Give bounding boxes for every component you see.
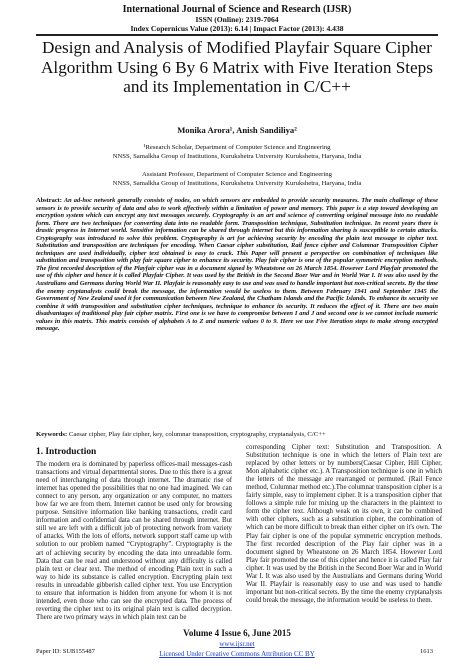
affiliation-2-line1: Assistant Professor, Department of Computer Science and Engineering [142,171,332,178]
authors: Monika Arora¹, Anish Sandiliya² [177,125,297,135]
journal-issn: ISSN (Online): 2319-7064 [195,15,279,24]
header-rule [36,34,438,36]
keywords-text: Caesar cipher, Play fair cipher, key, columnar transposition, cryptography, cryptanalysis, C/C++ [68,431,326,438]
footer-url-link[interactable]: www.ijsr.net [219,640,255,648]
affiliation-1 [0,143,474,161]
footer-license-link[interactable]: Licensed Under Creative Commons Attribution CC BY [159,650,315,658]
journal-metrics: Index Copernicus Value (2013): 6.14 | Impact Factor (2013): 4.438 [130,24,344,33]
journal-name: International Journal of Science and Research (IJSR) [122,4,352,15]
body-column-right: corresponding Cipher text: Substitution and Transposition. A Substitution technique is one in which the letters of Plain text are replaced by other letters or by numbers(Caesar Cipher, Hill Cipher, Mon alphabetic cipher etc.). A Transposition technique is one in which the letters of the message are rearranged or permuted. (Rail Fence method, Columnar method etc.).The columnar transposition cipher is a fairly simple, easy to implement cipher. It is a transposition cipher that follows a simple rule for mixing up the characters in the plaintext to form the cipher text. Although weak on its own, it can be combined with other ciphers, such as a substitution cipher, the combination of which can be more difficult to break than either cipher on it's own. The Play fair cipher is one of the popular symmetric encryption methods. The first recorded description of the Play fair cipher was in a document signed by Wheatstone on 26 March 1854. However Lord Play fair promoted the use of this cipher and hence it is called Play fair cipher. It was used by the British in the Second Boer War and in World War I. It was also used by the Australians and Germans during World War II. Playfair is reasonably easy to use and was used to handle important but non-critical secrets. By the time the enemy cryptanalysts could break the message, the information would be useless to them. [246,444,442,604]
paper-title: Design and Analysis of Modified Playfair Square Cipher Algorithm Using 6 By 6 Matrix with Five Iteration Steps and its Implementation in C/C++ [41,38,433,96]
section-heading-introduction: 1. Introduction [36,447,97,457]
affiliation-1-line2: NNSS, Samalkha Group of Institutions, Kurukshetra University Kurukshetra, Haryana, India [112,153,362,160]
affiliation-2-line2: NNSS, Samalkha Group of Institutions, Kurukshetra University Kurukshetra, Haryana, India [112,180,362,187]
abstract-text: An ad-hoc network generally consists of nodes, on which sensors are embedded to provide security measures. The main challenge of these sensors is to provide security of data and also to work effectively within a limitation of power and memory. This paper is a step toward developing an encryption system which can encrypt any text messages securely. Cryptography is an art and science of converting original message into no readable form. There are two techniques for converting data into no readable form. Transposition technique, Substitution technique. In recent years there is drastic progress in Internet world. Sensitive information can be shared through internet but this information sharing is susceptible to certain attacks. Cryptography was introduced to solve this problem. Cryptography is art for achieving security by encoding the plain text message to cipher text. Substitution and transposition are techniques for encoding. When Caesar cipher substitution, Rail fence cipher and Columnar Transposition Cipher techniques are used individually, cipher text obtained is easy to crack. This Paper will present a perspective on combination of techniques like substitution and transposition with play fair square cipher to enhance its security. Play fair cipher is one of the popular symmetric encryption methods. The first recorded description of the Playfair cipher was in a document signed by Wheatstone on 26 March 1854. However Lord Playfair promoted the use of this cipher and hence it is called Playfair Cipher. It was used by the British in the Second Boer War and in World War I. It was also used by the Australians and Germans during World War II. Playfair is reasonably easy to use and was used to handle important but non-critical secrets. By the time the enemy cryptanalysts could break the message, the information would be useless to them. Between February 1941 and September 1945 the Government of New Zealand used it for communication between New Zealand, the Chatham Islands and the Pacific Islands. To enhance its security we combine it with transposition and substitution cipher techniques, technique to enhance its security. It reduces the effect of it. There are two main disadvantages of traditional play fair cipher matrix. First one is we have to compromise between I and J and second one is we cannot include numeric values in this matrix. This matrix consists of alphabets A to Z and numeric values 0 to 9. Here we use Five Iteration steps to make strong encrypted message. [36,197,438,333]
abstract [36,197,438,333]
footer-page-number: 1613 [420,648,433,655]
affiliation-2 [0,170,474,188]
keywords-label: Keywords: [36,431,68,438]
body-column-left: The modern era is dominated by paperless offices-mail messages-cash transactions and virtual departmental stores. Due to this there is a great need of interchanging of data through internet. The dramatic rise of internet has opened the possibilities that no one had imagined. We can connect to any person, any organization or any computer, no matters how far we are from them. Internet cannot be used only for browsing purpose. Sensitive information like banking transactions, credit card information and confidential data can be shared through internet. But still we are left with a difficult job of protecting network from variety of attacks. With the lots of efforts, network support staff came up with solution to our problem named “Cryptography”. Cryptography is the art of achieving security by encoding the data into unreadable form. Data that can be read and understood without any difficulty is called plain text or clear text. The method of encoding Plain text in such a way to hide its substance is called encryption. Encrypting plain text results in unreadable gibberish called cipher text. You use Encryption to ensure that information is hidden from anyone for whom it is not intended, even those who can see the encrypted data. The process of reverting the cipher text to its original plain text is called decryption. There are two primary ways in which plain text can be [36,461,232,621]
journal-header [0,4,474,33]
footer-issue: Volume 4 Issue 6, June 2015 [183,628,291,638]
abstract-label: Abstract: [36,197,62,204]
affiliation-1-line1: ¹Research Scholar, Department of Computer Science and Engineering [143,144,331,151]
keywords [36,431,438,439]
footer-paper-id: Paper ID: SUB155487 [36,648,95,655]
